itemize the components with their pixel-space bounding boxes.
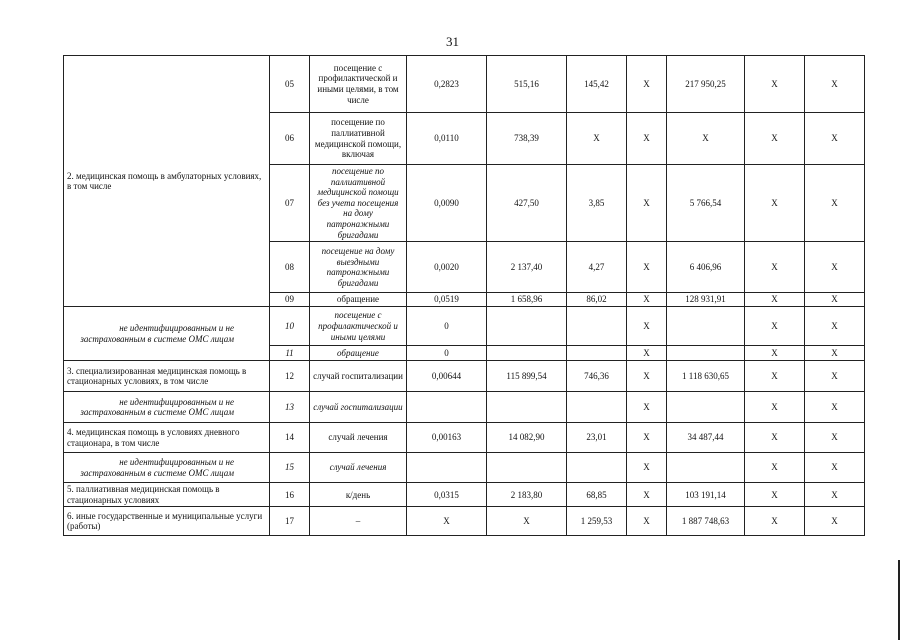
cell: 0 [407, 346, 487, 361]
row-unit: случай лечения [310, 453, 407, 483]
cell [487, 346, 567, 361]
row-unit: случай госпитализации [310, 392, 407, 423]
page-number: 31 [446, 34, 459, 49]
cell: Х [627, 453, 667, 483]
cell: 0,0090 [407, 165, 487, 242]
cell: Х [627, 392, 667, 423]
cell: Х [745, 423, 805, 453]
cell [567, 307, 627, 346]
cell [667, 453, 745, 483]
cell: Х [745, 392, 805, 423]
cell: Х [627, 307, 667, 346]
row-code: 11 [270, 346, 310, 361]
cell: Х [745, 483, 805, 507]
cell [667, 307, 745, 346]
cell [667, 392, 745, 423]
cell [407, 453, 487, 483]
row-code: 13 [270, 392, 310, 423]
cell: Х [805, 507, 865, 536]
row-unit: посещение с профилактической и иными целями [310, 307, 407, 346]
row-unit: обращение [310, 346, 407, 361]
cell: 103 191,14 [667, 483, 745, 507]
cell: 0,0020 [407, 242, 487, 293]
cell: Х [627, 165, 667, 242]
cell: 427,50 [487, 165, 567, 242]
cell: 1 658,96 [487, 293, 567, 307]
row-unit: случай госпитализации [310, 361, 407, 392]
cell: 5 766,54 [667, 165, 745, 242]
cell [667, 346, 745, 361]
row-code: 10 [270, 307, 310, 346]
cell [487, 307, 567, 346]
cell [567, 453, 627, 483]
cell: 0 [407, 307, 487, 346]
table-row [64, 507, 865, 536]
row-unit: посещение по паллиативной медицинской помощи без учета посещения на дому патронажными бригадами [310, 165, 407, 242]
row-label: 6. иные государственные и муниципальные услуги (работы) [64, 507, 270, 536]
table-row [64, 307, 865, 346]
cell: Х [805, 165, 865, 242]
cell: 34 487,44 [667, 423, 745, 453]
table-row [64, 392, 865, 423]
cell: 1 887 748,63 [667, 507, 745, 536]
cell: Х [805, 242, 865, 293]
cell: Х [805, 346, 865, 361]
cell: Х [745, 56, 805, 113]
cell: Х [805, 453, 865, 483]
cell: 2 137,40 [487, 242, 567, 293]
cell: Х [627, 293, 667, 307]
cell [487, 453, 567, 483]
cell: Х [745, 242, 805, 293]
row-unit: к/день [310, 483, 407, 507]
cell: Х [567, 113, 627, 165]
cell: Х [407, 507, 487, 536]
cell: 0,0315 [407, 483, 487, 507]
row-label: не идентифицированным и не застрахованным в системе ОМС лицам [64, 307, 270, 361]
cell: Х [805, 56, 865, 113]
cell [487, 392, 567, 423]
cell: 23,01 [567, 423, 627, 453]
cell: Х [487, 507, 567, 536]
row-unit: случай лечения [310, 423, 407, 453]
table-row [64, 56, 865, 113]
cell: Х [805, 293, 865, 307]
cell [567, 346, 627, 361]
row-unit: обращение [310, 293, 407, 307]
cell: Х [627, 56, 667, 113]
cell: Х [745, 507, 805, 536]
tariff-table [63, 55, 865, 536]
row-code: 14 [270, 423, 310, 453]
row-code: 06 [270, 113, 310, 165]
cell: Х [627, 113, 667, 165]
cell: 0,0519 [407, 293, 487, 307]
cell: 115 899,54 [487, 361, 567, 392]
cell: 145,42 [567, 56, 627, 113]
cell: Х [805, 423, 865, 453]
cell: 14 082,90 [487, 423, 567, 453]
cell: Х [745, 453, 805, 483]
cell: 515,16 [487, 56, 567, 113]
cell: Х [627, 507, 667, 536]
cell: 1 259,53 [567, 507, 627, 536]
cell: Х [745, 165, 805, 242]
cell: Х [627, 483, 667, 507]
row-label: 5. паллиативная медицинская помощь в стационарных условиях [64, 483, 270, 507]
cell: Х [627, 361, 667, 392]
table-row [64, 423, 865, 453]
cell: Х [745, 346, 805, 361]
table-row [64, 453, 865, 483]
row-label: 2. медицинская помощь в амбулаторных условиях, в том числе [64, 56, 270, 307]
cell: 68,85 [567, 483, 627, 507]
cell [567, 392, 627, 423]
cell: Х [627, 423, 667, 453]
row-code: 15 [270, 453, 310, 483]
table-row [64, 361, 865, 392]
row-unit: посещение по паллиативной медицинской помощи, включая [310, 113, 407, 165]
cell: 738,39 [487, 113, 567, 165]
cell: Х [745, 307, 805, 346]
cell: 86,02 [567, 293, 627, 307]
row-unit: посещение с профилактической и иными целями, в том числе [310, 56, 407, 113]
cell: Х [805, 361, 865, 392]
cell: 3,85 [567, 165, 627, 242]
cell: Х [745, 361, 805, 392]
row-code: 17 [270, 507, 310, 536]
cell: 1 118 630,65 [667, 361, 745, 392]
cell: 746,36 [567, 361, 627, 392]
cell: 128 931,91 [667, 293, 745, 307]
row-label: не идентифицированным и не застрахованным в системе ОМС лицам [64, 453, 270, 483]
cell: 2 183,80 [487, 483, 567, 507]
cell [407, 392, 487, 423]
row-code: 07 [270, 165, 310, 242]
row-code: 05 [270, 56, 310, 113]
cell: Х [805, 483, 865, 507]
cell: 0,0110 [407, 113, 487, 165]
cell: Х [805, 392, 865, 423]
row-code: 16 [270, 483, 310, 507]
row-label: не идентифицированным и не застрахованным в системе ОМС лицам [64, 392, 270, 423]
row-code: 09 [270, 293, 310, 307]
cell: 0,00163 [407, 423, 487, 453]
cell: 0,2823 [407, 56, 487, 113]
row-label: 3. специализированная медицинская помощь в стационарных условиях, в том числе [64, 361, 270, 392]
cell: 6 406,96 [667, 242, 745, 293]
row-unit: – [310, 507, 407, 536]
row-unit: посещение на дому выездными патронажными бригадами [310, 242, 407, 293]
cell: Х [805, 113, 865, 165]
cell: Х [667, 113, 745, 165]
cell: 4,27 [567, 242, 627, 293]
row-code: 08 [270, 242, 310, 293]
cell: 0,00644 [407, 361, 487, 392]
cell: Х [627, 242, 667, 293]
cell: Х [627, 346, 667, 361]
row-code: 12 [270, 361, 310, 392]
table-row [64, 483, 865, 507]
row-label: 4. медицинская помощь в условиях дневного стационара, в том числе [64, 423, 270, 453]
cell: 217 950,25 [667, 56, 745, 113]
scan-edge-line [898, 560, 900, 640]
cell: Х [805, 307, 865, 346]
cell: Х [745, 293, 805, 307]
cell: Х [745, 113, 805, 165]
